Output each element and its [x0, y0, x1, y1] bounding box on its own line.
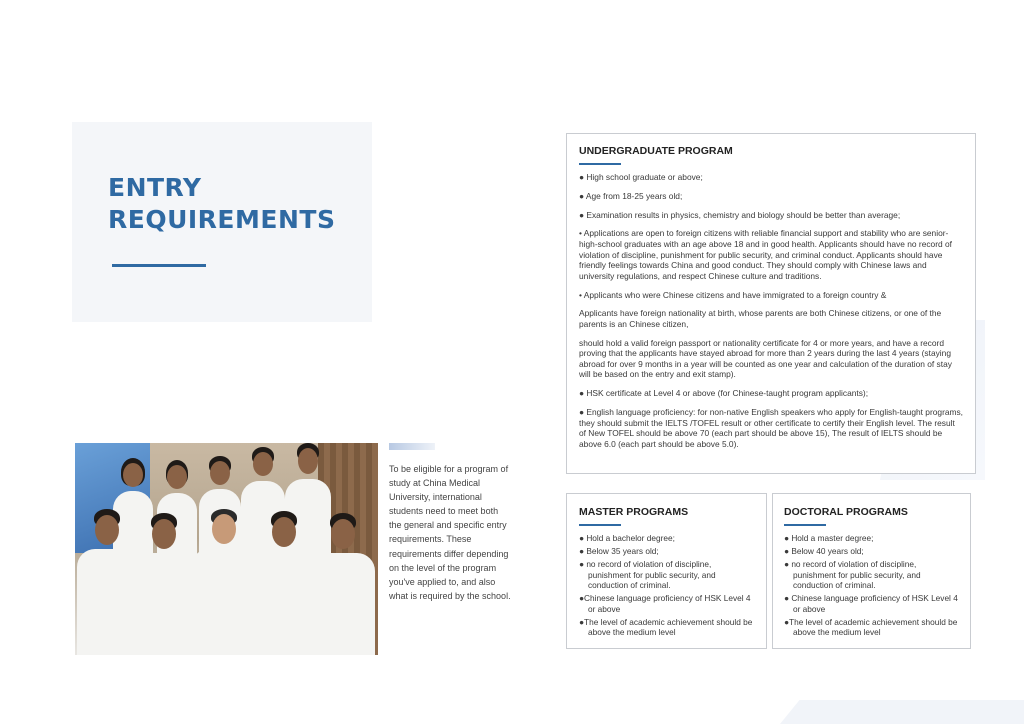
photo-person [77, 509, 137, 655]
requirement-item: ●The level of academic achievement should be above the medium level [579, 616, 753, 638]
requirement-item: ● Age from 18-25 years old; [579, 190, 683, 201]
photo-person [191, 509, 257, 655]
title-underline [112, 264, 206, 267]
requirement-item: ● Hold a master degree; [784, 533, 874, 543]
requirement-item: ● Chinese language proficiency of HSK Level 4 or above [784, 593, 958, 614]
master-list [579, 533, 754, 638]
requirement-item: ● Hold a bachelor degree; [579, 533, 675, 543]
requirement-item: ● English language proficiency: for non-native English speakers who apply for English-taught programs, they should submit the IELTS /TOFEL result or other certificate to certify their English level. The result of New TOFEL should be above 70 (each part should be above 15), The result of IELTS should be above 6.0 (each part should be above 5.0). [579, 407, 964, 449]
requirement-item: ●Chinese language proficiency of HSK Level 4 or above [579, 593, 751, 614]
undergraduate-title: UNDERGRADUATE PROGRAM [579, 145, 733, 157]
page-title [108, 172, 335, 236]
requirement-item: should hold a valid foreign passport or nationality certificate for 4 or more years, and have a record proving that the applicants have stayed abroad for more than 2 years during the last 4 years (staying abroad for over 9 months in a year will be counted as one year and calculation of the duration of stay will be based on the entry and exit stamp). [579, 337, 952, 380]
master-programs-box [566, 493, 767, 649]
undergraduate-title-underline [579, 163, 621, 165]
requirement-item: Applicants have foreign nationality at birth, whose parents are both Chinese citizens, or one of the parents is an Chinese citizen, [579, 308, 942, 329]
doctoral-title-underline [784, 524, 826, 526]
photo-person [311, 513, 375, 655]
requirement-item: ● Below 35 years old; [579, 545, 659, 556]
requirement-item: ● Examination results in physics, chemistry and biology should be better than average; [579, 209, 901, 220]
page-title-line2: REQUIREMENTS [108, 205, 336, 234]
doctoral-list [784, 533, 959, 638]
doctoral-title: DOCTORAL PROGRAMS [784, 506, 908, 518]
requirement-item: ● High school graduate or above; [579, 172, 703, 182]
requirement-item: • Applications are open to foreign citizens with reliable financial support and stability who are senior-high-school graduates with an age above 18 and in good health. Applicants should have no record of violation of discipline, punishment for public security, and criminal conduct. Applicants should have friendly feelings towards China and good conduct. They should comply with Chinese laws and university regulations, and respect Chinese culture and traditions. [579, 228, 952, 281]
master-title: MASTER PROGRAMS [579, 506, 689, 518]
students-group-photo [75, 443, 378, 655]
master-title-underline [579, 524, 621, 526]
undergraduate-list [579, 172, 963, 449]
undergraduate-program-box [566, 133, 976, 474]
requirement-item: ●The level of academic achievement should be above the medium level [784, 616, 958, 638]
requirement-item: • Applicants who were Chinese citizens and have immigrated to a foreign country & [579, 289, 887, 300]
requirement-item: ● no record of violation of discipline, punishment for public security, and conduction of criminal. [784, 558, 921, 591]
photo-person [133, 513, 195, 655]
decorative-shape-bottom [780, 700, 1024, 724]
intro-paragraph: To be eligible for a program of study at China Medical University, international students need to meet both the general and specific entry requirements. These requirements differ depending on the level of the program you've applied to, and also what is required by the school. [389, 464, 511, 601]
requirement-item: ● Below 40 years old; [784, 545, 864, 556]
doctoral-programs-box [772, 493, 971, 649]
paragraph-accent-bar [389, 443, 435, 450]
requirement-item: ● no record of violation of discipline, punishment for public security, and conduction of criminal. [579, 558, 716, 591]
page-title-line1: ENTRY [108, 173, 202, 202]
photo-person [253, 511, 315, 655]
requirement-item: ● HSK certificate at Level 4 or above (for Chinese-taught program applicants); [579, 388, 869, 399]
